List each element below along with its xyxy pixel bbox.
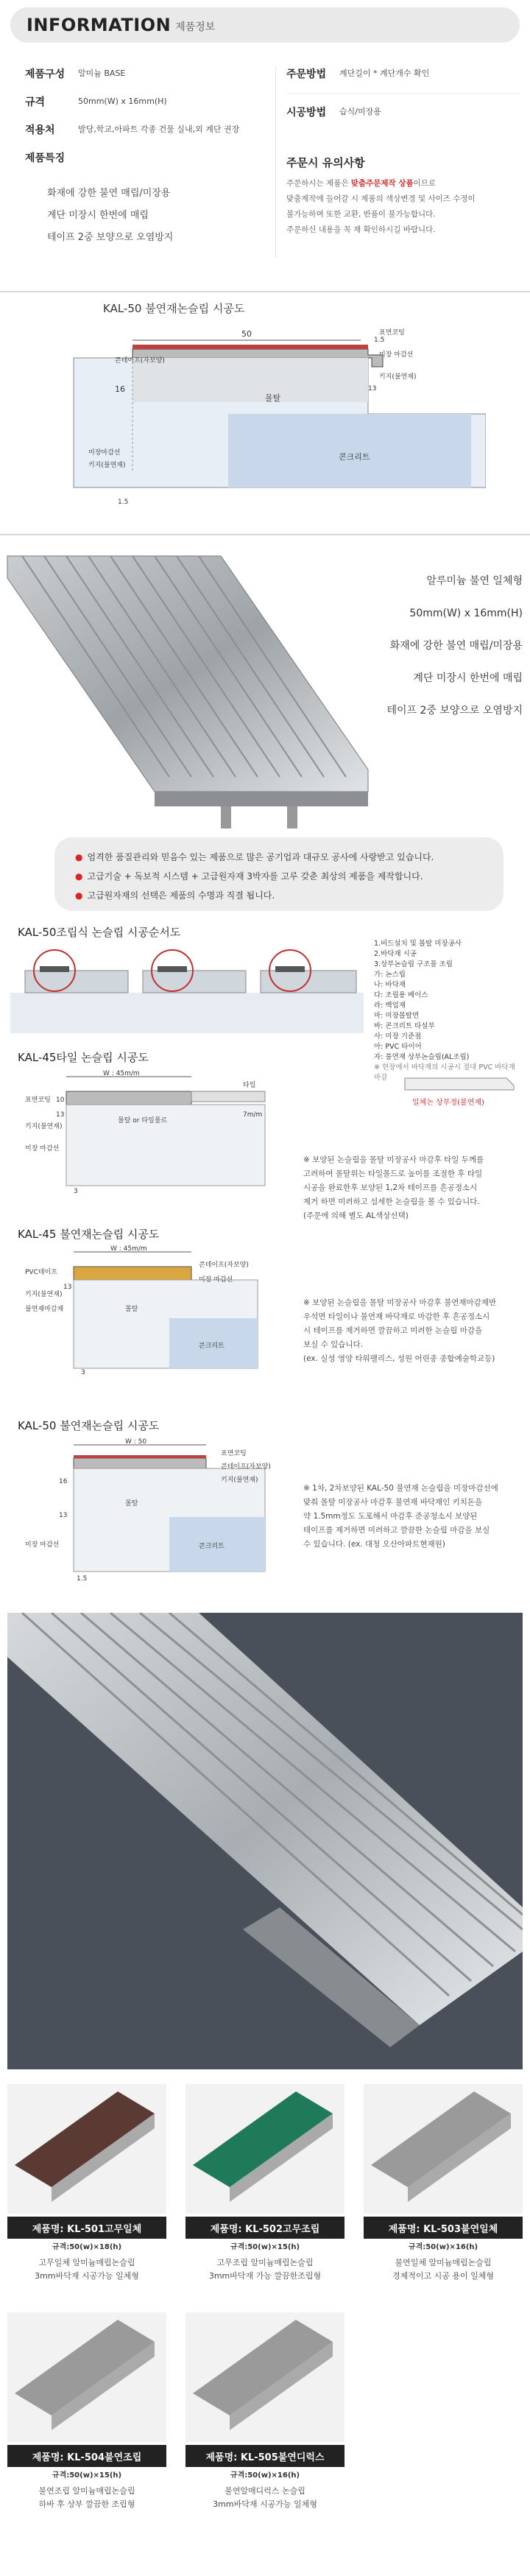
large-profile-surface	[7, 1613, 523, 2025]
mortar-area	[132, 358, 368, 402]
dim-label-1-5: 1.5	[77, 1575, 88, 1583]
product-card[interactable]	[7, 2084, 166, 2281]
legend-item: 바: 콘크리트 타설부	[374, 1022, 435, 1030]
label-concrete: 콘크리트	[199, 1342, 225, 1350]
quality-line	[75, 848, 483, 867]
note-line: 제거 하면 미려하고 섬세한 논슬립을 볼 수 있습니다.	[303, 1197, 480, 1206]
note-line: ※ 1차, 2차보양된 KAL-50 불연재 논슬립을 미장마감선에	[303, 1484, 498, 1493]
diagram4-title: KAL-50 불연재논슬립 시공도	[18, 1419, 160, 1432]
notice-line-part: 주문하시는 제품은	[286, 179, 349, 188]
feature-item: 계단 미장시 한번에 매립	[47, 210, 149, 221]
red-profile-sketch	[403, 1075, 521, 1093]
label-features: 제품특징	[25, 152, 66, 164]
quality-text: 엄격한 품질관리와 믿음수 있는 제품으로 많은 공기업과 대규모 공사에 사랑받고 있습니다.	[87, 852, 434, 862]
profile-leg	[287, 806, 297, 828]
feature-list	[25, 183, 261, 249]
product-desc: 3mm바닥재 가능 깔끔한조립형	[208, 2271, 322, 2281]
product-size: 규격:50(w)×15(h)	[52, 2471, 122, 2480]
kal45-tile-drawing	[22, 1069, 287, 1194]
product-card[interactable]	[186, 2312, 344, 2510]
product-card[interactable]	[364, 2084, 523, 2281]
step-block	[143, 971, 246, 993]
dim-label-13: 13	[368, 385, 377, 393]
label-kiki: 키지(불연재)	[379, 373, 417, 381]
profile-spec-list	[353, 565, 523, 727]
label-render-edge: 미장 마감선	[379, 351, 414, 359]
nosing-part	[275, 966, 305, 972]
label-coat: 콘테이프(자보양)	[199, 1261, 249, 1269]
label-order: 주문방법	[286, 68, 327, 80]
section-divider	[0, 291, 530, 292]
nosing-shape	[74, 1458, 206, 1468]
info-right-column	[275, 66, 520, 258]
dim-label: W : 50	[125, 1438, 147, 1446]
floor-block	[10, 993, 364, 1033]
label-edge: 미장 마감선	[199, 1276, 233, 1284]
drawing-title: KAL-50 불연재논슬립 시공도	[103, 302, 245, 315]
product-desc: 3mm바닥재 시공가능 일체형	[213, 2499, 317, 2509]
legend-item: 다: 조립용 베이스	[374, 991, 428, 999]
label-coating: 표면코팅	[379, 329, 405, 337]
bullet-icon: ●	[75, 871, 83, 881]
product-name: 제품명: KL-505불연디럭스	[186, 2445, 344, 2467]
large-profile-image	[7, 1613, 523, 2069]
legend-item: 나: 바닥재	[374, 981, 406, 989]
kal50-fireproof-drawing	[22, 1436, 287, 1583]
label-concrete: 콘크리트	[339, 452, 370, 462]
label-application: 적용처	[25, 124, 55, 136]
note-line: 수 있습니다. (ex. 대청 오산아파트현재원)	[303, 1540, 445, 1549]
dim-label-13: 13	[59, 1512, 68, 1519]
profile-photo-section	[0, 549, 530, 836]
info-row-order	[286, 66, 520, 94]
product-size: 규격:50(w)×16(h)	[230, 2471, 300, 2480]
info-row-features	[25, 150, 261, 178]
value-method: 습식/미장용	[339, 107, 381, 116]
profile-front-edge	[155, 792, 368, 806]
label-surface: 표면코팅	[221, 1450, 247, 1457]
note-line: 우석면 타일이나 불연재 바닥재로 마감한 후 흔공정소시	[303, 1312, 490, 1321]
label-height: 7m/m	[243, 1111, 263, 1119]
kal50-cross-section-drawing	[44, 296, 486, 517]
dim-label-10: 10	[56, 1097, 65, 1104]
nosing-shape	[74, 1267, 191, 1280]
product-size: 규격:50(w)×16(h)	[408, 2243, 478, 2251]
legend-item: 사: 미장 기준점	[374, 1032, 422, 1041]
assembly-legend	[374, 939, 521, 1083]
kal50-drawing-section	[44, 296, 486, 517]
product-size: 규격:50(w)×18(h)	[52, 2243, 122, 2251]
info-row-size	[25, 94, 261, 122]
value-application: 발당,학교,아파트 각종 건물 실내,외 계단 권장	[78, 124, 240, 134]
product-desc: 하바 후 상부 깔끔한 조립형	[38, 2499, 135, 2509]
note-line: 테이프를 제거하면 미려하고 깔끔한 논슬립 마감을 보실	[303, 1526, 490, 1535]
note-line: (ex. 실성 영양 타워팰리스, 성원 어린종 종합예술학교등)	[303, 1354, 495, 1363]
product-desc: 불연조립 알미늄매립논슬립	[38, 2486, 135, 2496]
quality-banner	[54, 837, 504, 911]
product-desc: 고무조립 알미늄매립논슬립	[216, 2258, 314, 2267]
note-fireproof45	[303, 1296, 524, 1366]
legend-item: 가: 논스립	[374, 971, 406, 979]
profile-spec-item: 테이프 2중 보양으로 오염방지	[386, 705, 523, 717]
profile-spec-item: 계단 미장시 한번에 매립	[413, 672, 523, 684]
notice-line: 맞춤제작에 들어갈 시 제품의 색상변경 및 사이즈 수정이	[286, 194, 476, 203]
bullet-icon: ●	[75, 890, 83, 901]
product-desc: 불연일체 알미늄매립논슬립	[395, 2258, 492, 2267]
dim-label-16: 16	[59, 1478, 68, 1485]
note-line: ※ 보양된 논슬립을 몰탈 미장공사 마감후 타일 두께를	[303, 1155, 484, 1164]
bullet-icon: ●	[75, 852, 83, 862]
information-section	[10, 7, 520, 272]
label-method: 시공방법	[286, 107, 327, 119]
dim-label-3: 3	[81, 1369, 85, 1376]
note-line: 시 테이프를 제거하면 깔끔하고 미려한 논슬립 마감을	[303, 1326, 483, 1335]
profile-spec-item: 50mm(W) x 16mm(H)	[409, 608, 523, 619]
dim-label-13: 13	[56, 1111, 65, 1119]
note-line: 맞춰 몰탈 미장공사 마감후 불연재 바닥재인 키치돈을	[303, 1498, 483, 1507]
label-kiki2: 키지(불연재)	[88, 462, 126, 469]
section-divider	[0, 534, 530, 535]
product-image	[7, 2084, 166, 2214]
note-line: 약 1.5mm정도 도포해서 마감후 준공청소시 보양된	[303, 1512, 478, 1521]
label-kiki: 키지(불연재)	[221, 1477, 258, 1484]
label-grit: 몰탈 or 타일몰르	[118, 1117, 168, 1125]
nosing-shape	[66, 1091, 191, 1105]
coating-strip	[74, 1455, 206, 1458]
notice-highlight: 맞춤주문제작 상품	[350, 179, 414, 188]
note-line: (주문에 의해 별도 AL색상선택)	[303, 1211, 409, 1220]
quality-line	[75, 867, 483, 886]
label-mortar: 몰탈	[265, 393, 281, 403]
quality-text: 고급기술 + 독보적 시스템 + 고급원자재 3박자를 고루 갖춘 최상의 제품을 제작합니다.	[87, 871, 423, 881]
product-name: 제품명: KL-501고무일체	[7, 2217, 166, 2239]
feature-item: 테이프 2중 보양으로 오염방지	[47, 232, 174, 243]
notice-text	[286, 176, 520, 238]
legend-item: 2.바닥재 시공	[374, 950, 417, 958]
product-desc: 불연알매디럭스 논슬립	[225, 2486, 305, 2496]
dim-label: W : 45m/m	[103, 1070, 140, 1077]
product-image	[7, 2312, 166, 2442]
label-tape: 콘테이프(자보양)	[221, 1463, 271, 1471]
note-tile	[303, 1153, 524, 1223]
profile-spec-item: 화재에 강한 불연 매립/미장용	[389, 640, 523, 652]
label-edge: 미장 마감선	[25, 1541, 60, 1549]
label-mortar: 몰탈	[125, 1500, 138, 1507]
value-composition: 알미늄 BASE	[78, 68, 126, 78]
diagram2-title: KAL-45타일 논슬립 시공도	[18, 1051, 149, 1064]
info-left-column	[25, 66, 261, 249]
product-desc: 경제적이고 시공 용이 일체형	[392, 2271, 494, 2281]
product-card[interactable]	[186, 2084, 344, 2281]
feature-item: 화재에 강한 불연 매립/미장용	[47, 188, 171, 199]
info-row-application	[25, 122, 261, 150]
notice-line	[286, 176, 520, 191]
label-concrete: 콘크리트	[199, 1543, 225, 1550]
dim-label-3: 3	[74, 1188, 78, 1194]
label-mortar: 몰탈	[125, 1306, 138, 1313]
notice-title: 주문시 유의사항	[286, 156, 365, 169]
label-finish: 불연재마감재	[25, 1306, 64, 1313]
notice-line: 주문하신 내용을 꼭 재 확인하시길 바랍니다.	[286, 225, 436, 234]
quality-text: 고급원자재의 선택은 제품의 수명과 직결 됩니다.	[87, 890, 275, 901]
note-line: 시공을 완료한후 보양된 1,2차 테이프를 흔공정소시	[303, 1183, 478, 1192]
legend-item: 자: 불연재 상부논슬립(AL조립)	[374, 1053, 470, 1061]
value-order: 계단길이 * 계단개수 확인	[339, 68, 430, 78]
note-fireproof50	[303, 1482, 524, 1552]
dim-label-13: 13	[63, 1284, 72, 1291]
assembly-sequence-drawing	[10, 941, 364, 1037]
dim-label-1-5: 1.5	[374, 337, 385, 344]
label-finish-line: 미장마감선	[88, 449, 121, 457]
product-desc: 3mm바닥재 시공가능 일체형	[35, 2271, 139, 2281]
tile-shape	[191, 1091, 265, 1102]
notice-line-part: 이므로	[413, 179, 437, 188]
legend-item: 1.비드설치 및 몰탈 미장공사	[374, 940, 462, 948]
legend-item: 라: 백업재	[374, 1002, 406, 1010]
profile-leg	[221, 806, 231, 828]
legend-item: 3.상부논슬립 구조물 조립	[374, 960, 453, 968]
red-profile-label: 일체논 상부정(불연재)	[412, 1099, 484, 1107]
product-name: 제품명: KL-502고무조립	[186, 2217, 344, 2239]
information-title: INFORMATION	[26, 15, 172, 35]
nosing-part	[158, 966, 187, 972]
product-card[interactable]	[7, 2312, 166, 2510]
step-block	[261, 971, 356, 993]
dim-label-width: 50	[241, 329, 252, 339]
information-subtitle: 제품정보	[175, 21, 216, 33]
note-line: 보실 수 있습니다.	[303, 1340, 364, 1349]
profile-sketch-shape	[405, 1078, 514, 1090]
product-name: 제품명: KL-503불연일체	[364, 2217, 523, 2239]
notice-line: 불가능하며 또한 교환, 반품이 불가능합니다.	[286, 210, 436, 219]
step-block	[25, 971, 128, 993]
note-line: 고려하여 몰탈위는 타일몰드로 높이를 조절한 후 타일	[303, 1169, 483, 1178]
label-composition: 제품구성	[25, 68, 66, 80]
kal45-fireproof-drawing	[22, 1245, 287, 1377]
legend-note: ※ 현장에서 바닥재의 시공시 절대 PVC 바닥재 마감	[374, 1063, 515, 1082]
dim-label-1-5-bottom: 1.5	[118, 499, 129, 506]
diagram3-title: KAL-45 불연재논슬립 시공도	[18, 1228, 160, 1241]
label-bond: 콘테이프(자보양)	[115, 357, 165, 365]
label-tile: 타일	[243, 1082, 256, 1089]
diagram1-title: KAL-50조립식 논슬립 시공순서도	[18, 926, 181, 939]
coating-strip	[132, 345, 368, 349]
concrete-area	[228, 414, 471, 488]
profile-spec-item: 알루미늄 불연 일체형	[426, 575, 523, 587]
label-kiki: 키지(불연재)	[25, 1291, 63, 1298]
product-image	[186, 2312, 344, 2442]
nosing-part	[40, 966, 69, 972]
legend-item: 아: PVC 타이어	[374, 1043, 422, 1051]
product-image	[186, 2084, 344, 2214]
label-kiki: 키지(불연재)	[25, 1123, 63, 1130]
dim-label: W : 45m/m	[110, 1245, 147, 1253]
value-size: 50mm(W) x 16mm(H)	[78, 96, 167, 106]
info-row-composition	[25, 66, 261, 94]
product-name: 제품명: KL-504불연조립	[7, 2445, 166, 2467]
product-desc: 고무일체 알미늄매립논슬립	[38, 2258, 135, 2267]
large-product-photo	[7, 1613, 523, 2069]
product-image	[364, 2084, 523, 2214]
information-body	[10, 66, 520, 280]
label-pvc: PVC테이프	[25, 1269, 57, 1276]
label-surface: 표면코팅	[25, 1097, 51, 1104]
label-size: 규격	[25, 96, 46, 108]
label-cover: 미장 마감선	[25, 1145, 60, 1152]
legend-item: 마: 미장몰탈면	[374, 1012, 420, 1020]
quality-line	[75, 886, 483, 905]
info-row-method	[286, 105, 520, 133]
note-line: ※ 보양된 논슬립을 몰탈 미장공사 마감후 불연재마감제반	[303, 1298, 497, 1307]
product-size: 규격:50(w)×15(h)	[230, 2243, 300, 2251]
profile-top-surface	[7, 556, 368, 792]
dim-label-height: 16	[115, 384, 125, 394]
information-header	[10, 7, 520, 43]
